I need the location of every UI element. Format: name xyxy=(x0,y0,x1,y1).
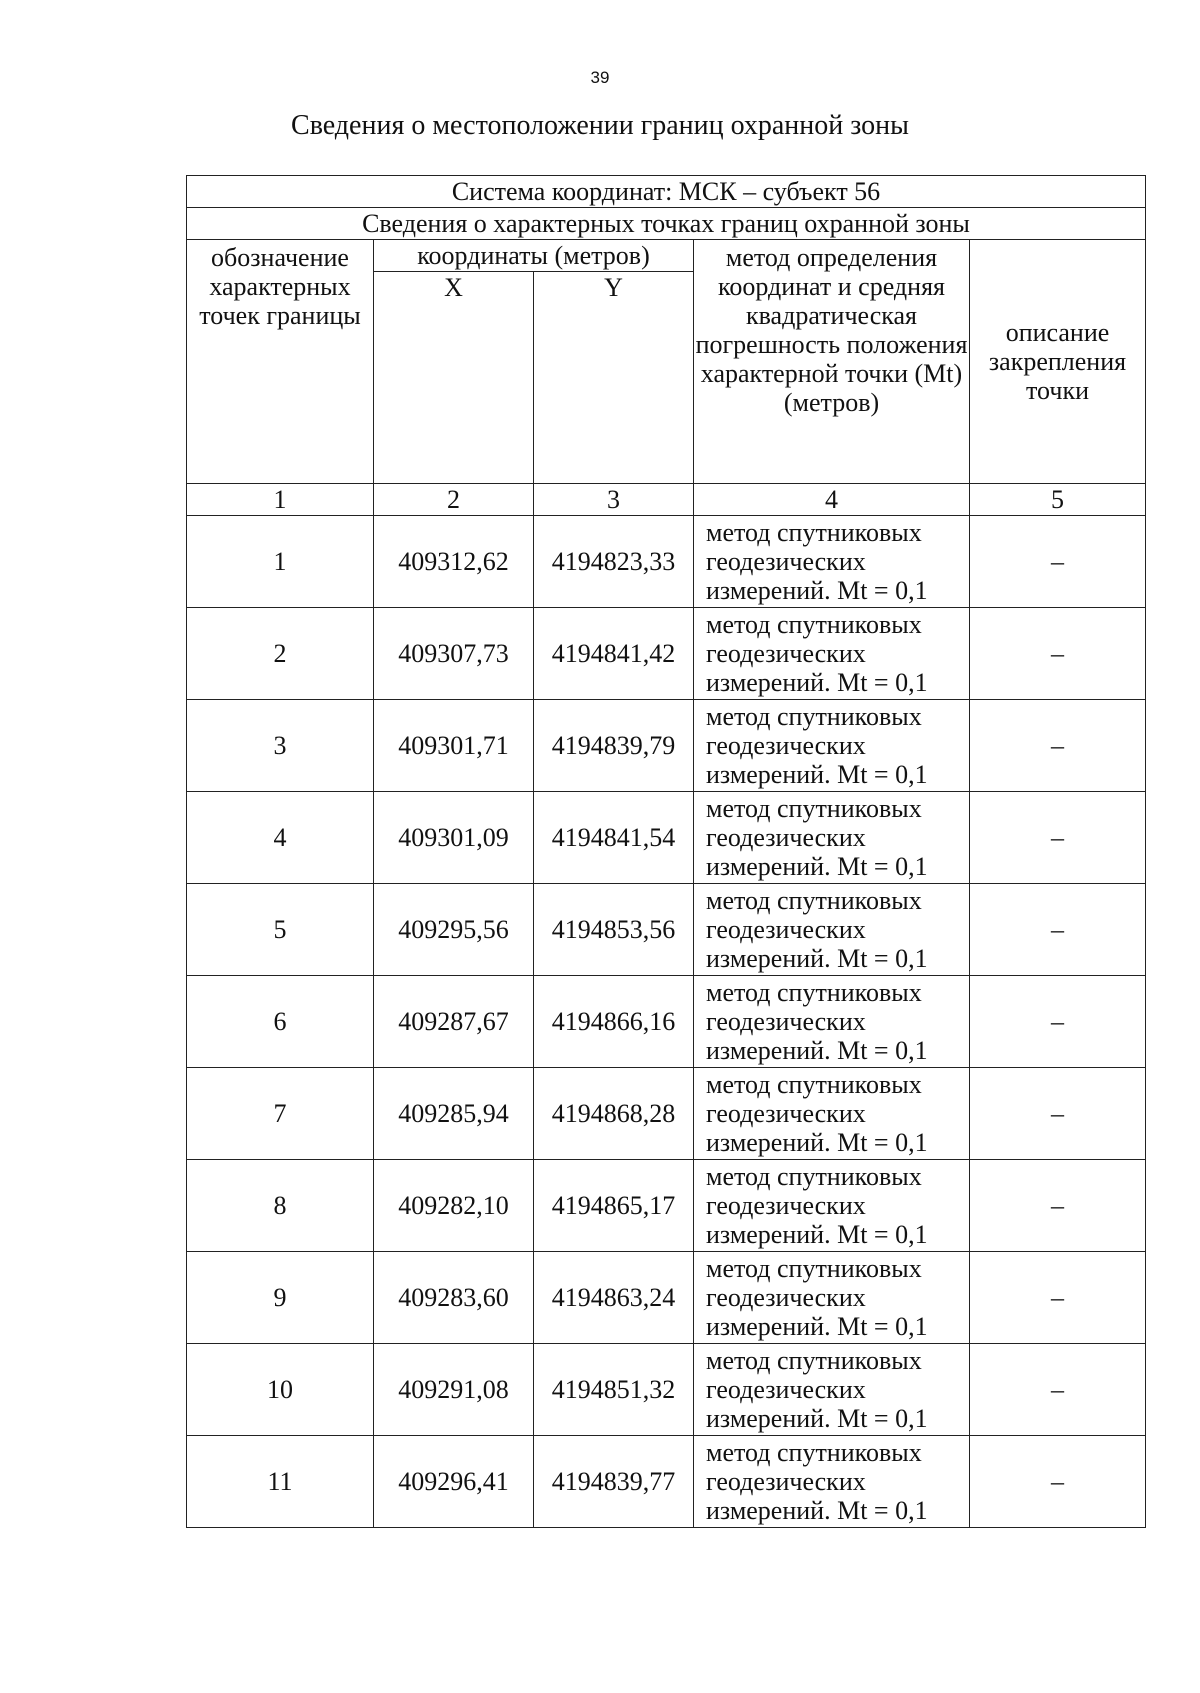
cell-point: 7 xyxy=(187,1068,374,1160)
cell-method: метод спутниковых геодезических измерений. Mt = 0,1 xyxy=(694,516,970,608)
cell-description: – xyxy=(970,700,1146,792)
column-number-row xyxy=(187,484,1146,516)
table-row xyxy=(187,792,1146,884)
cell-point: 5 xyxy=(187,884,374,976)
cell-description: – xyxy=(970,1068,1146,1160)
table-row xyxy=(187,1252,1146,1344)
cell-y: 4194841,42 xyxy=(534,608,694,700)
cell-description: – xyxy=(970,884,1146,976)
boundary-points-table xyxy=(186,175,1146,1528)
cell-y: 4194839,77 xyxy=(534,1436,694,1528)
table-row xyxy=(187,516,1146,608)
cell-x: 409295,56 xyxy=(374,884,534,976)
cell-point: 9 xyxy=(187,1252,374,1344)
cell-description: – xyxy=(970,1252,1146,1344)
cell-point: 3 xyxy=(187,700,374,792)
cell-y: 4194823,33 xyxy=(534,516,694,608)
column-header-row xyxy=(187,240,1146,272)
document-title: Сведения о местоположении границ охранной зоны xyxy=(291,110,909,141)
cell-y: 4194865,17 xyxy=(534,1160,694,1252)
cell-y: 4194866,16 xyxy=(534,976,694,1068)
cell-method: метод спутниковых геодезических измерений. Mt = 0,1 xyxy=(694,976,970,1068)
cell-method: метод спутниковых геодезических измерений. Mt = 0,1 xyxy=(694,1436,970,1528)
cell-x: 409312,62 xyxy=(374,516,534,608)
table-row xyxy=(187,700,1146,792)
page-number: 39 xyxy=(590,68,610,87)
cell-point: 4 xyxy=(187,792,374,884)
table-row xyxy=(187,976,1146,1068)
cell-description: – xyxy=(970,792,1146,884)
table-row xyxy=(187,884,1146,976)
cell-y: 4194868,28 xyxy=(534,1068,694,1160)
cell-point: 6 xyxy=(187,976,374,1068)
cell-x: 409282,10 xyxy=(374,1160,534,1252)
cell-method: метод спутниковых геодезических измерений. Mt = 0,1 xyxy=(694,792,970,884)
cell-x: 409301,71 xyxy=(374,700,534,792)
cell-method: метод спутниковых геодезических измерений. Mt = 0,1 xyxy=(694,608,970,700)
cell-y: 4194853,56 xyxy=(534,884,694,976)
coordinate-system-label: Система координат: МСК – субъект 56 xyxy=(187,176,1146,208)
cell-method: метод спутниковых геодезических измерений. Mt = 0,1 xyxy=(694,1252,970,1344)
cell-point: 10 xyxy=(187,1344,374,1436)
header-x: X xyxy=(374,272,534,484)
table-row xyxy=(187,1436,1146,1528)
cell-y: 4194841,54 xyxy=(534,792,694,884)
cell-description: – xyxy=(970,516,1146,608)
header-method: метод определения координат и средняя квадратическая погрешность положения характерной точки (Mt) (метров) xyxy=(694,240,970,484)
cell-description: – xyxy=(970,1344,1146,1436)
cell-x: 409291,08 xyxy=(374,1344,534,1436)
column-number: 1 xyxy=(187,484,374,516)
cell-y: 4194839,79 xyxy=(534,700,694,792)
cell-method: метод спутниковых геодезических измерений. Mt = 0,1 xyxy=(694,700,970,792)
cell-method: метод спутниковых геодезических измерений. Mt = 0,1 xyxy=(694,1160,970,1252)
table-row xyxy=(187,1068,1146,1160)
cell-x: 409283,60 xyxy=(374,1252,534,1344)
cell-method: метод спутниковых геодезических измерений. Mt = 0,1 xyxy=(694,1344,970,1436)
cell-point: 1 xyxy=(187,516,374,608)
cell-y: 4194851,32 xyxy=(534,1344,694,1436)
cell-point: 2 xyxy=(187,608,374,700)
cell-point: 8 xyxy=(187,1160,374,1252)
header-coordinates: координаты (метров) xyxy=(374,240,694,272)
cell-point: 11 xyxy=(187,1436,374,1528)
cell-y: 4194863,24 xyxy=(534,1252,694,1344)
header-y: Y xyxy=(534,272,694,484)
header-description: описание закрепления точки xyxy=(970,240,1146,484)
cell-x: 409285,94 xyxy=(374,1068,534,1160)
cell-method: метод спутниковых геодезических измерений. Mt = 0,1 xyxy=(694,1068,970,1160)
table-row xyxy=(187,1160,1146,1252)
column-number: 5 xyxy=(970,484,1146,516)
cell-method: метод спутниковых геодезических измерений. Mt = 0,1 xyxy=(694,884,970,976)
column-number: 4 xyxy=(694,484,970,516)
section-title: Сведения о характерных точках границ охранной зоны xyxy=(187,208,1146,240)
section-title-row xyxy=(187,208,1146,240)
cell-description: – xyxy=(970,976,1146,1068)
column-number: 2 xyxy=(374,484,534,516)
header-point-designation: обозначение характерных точек границы xyxy=(187,240,374,484)
cell-x: 409296,41 xyxy=(374,1436,534,1528)
cell-x: 409301,09 xyxy=(374,792,534,884)
table-row xyxy=(187,1344,1146,1436)
coordinate-system-row xyxy=(187,176,1146,208)
cell-x: 409307,73 xyxy=(374,608,534,700)
cell-description: – xyxy=(970,1436,1146,1528)
cell-description: – xyxy=(970,1160,1146,1252)
cell-description: – xyxy=(970,608,1146,700)
table-row xyxy=(187,608,1146,700)
column-number: 3 xyxy=(534,484,694,516)
cell-x: 409287,67 xyxy=(374,976,534,1068)
